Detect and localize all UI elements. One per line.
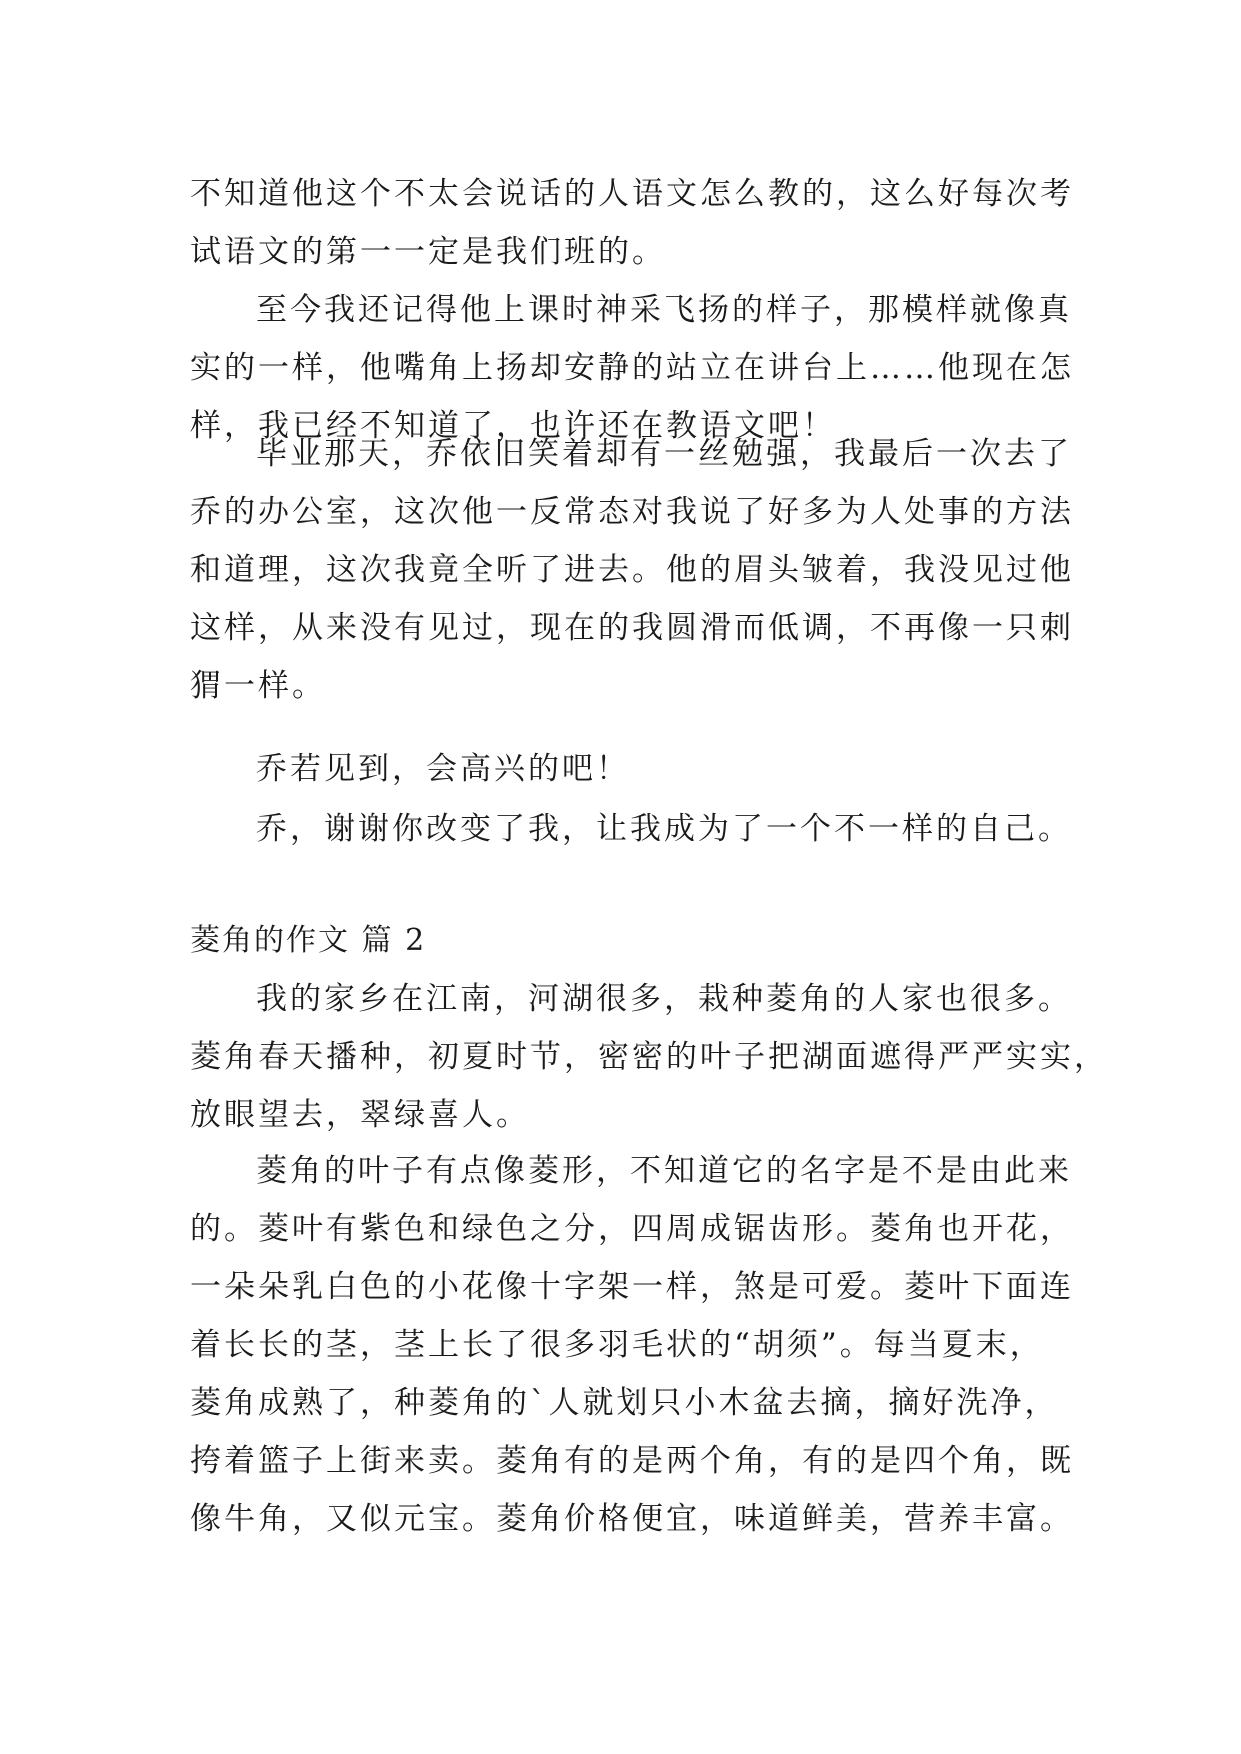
paragraph-3: [190, 425, 1074, 715]
text-line: 菱角的叶子有点像菱形，不知道它的名字是不是由此来: [256, 1153, 1072, 1189]
text-line: 放眼望去，翠绿喜人。: [190, 1097, 530, 1133]
text-line: 试语文的第一一定是我们班的。: [190, 234, 666, 270]
text-line: 的。菱叶有紫色和绿色之分，四周成锯齿形。菱角也开花，: [190, 1211, 1074, 1247]
text-line: 和道理，这次我竟全听了进去。他的眉头皱着，我没见过他: [190, 552, 1074, 588]
text-line: 像牛角，又似元宝。菱角价格便宜，味道鲜美，营养丰富。: [190, 1501, 1074, 1537]
text-line: 乔，谢谢你改变了我，让我成为了一个不一样的自己。: [256, 811, 1072, 847]
text-line: 菱角成熟了，种菱角的`人就划只小木盆去摘，摘好洗净，: [190, 1385, 1059, 1421]
text-line: 着长长的茎，茎上长了很多羽毛状的“胡须”。每当夏末，: [190, 1327, 1044, 1363]
text-line: 猬一样。: [190, 668, 326, 704]
text-line: 我的家乡在江南，河湖很多，栽种菱角的人家也很多。: [256, 981, 1072, 1017]
text-line: 实的一样，他嘴角上扬却安静的站立在讲台上……他现在怎: [190, 350, 1074, 386]
paragraph-1: [190, 165, 1074, 281]
paragraph-5: [190, 800, 1070, 858]
section-title: 菱角的作文 篇 2: [190, 923, 427, 958]
text-line: 乔的办公室，这次他一反常态对我说了好多为人处事的方法: [190, 494, 1074, 530]
text-line: 这样，从来没有见过，现在的我圆滑而低调，不再像一只刺: [190, 610, 1074, 646]
text-line: 至今我还记得他上课时神采飞扬的样子，那模样就像真: [256, 292, 1072, 328]
text-line: 一朵朵乳白色的小花像十字架一样，煞是可爱。菱叶下面连: [190, 1269, 1074, 1305]
paragraph-7: [190, 1142, 1074, 1548]
paragraph-4: [190, 740, 1070, 798]
text-line: 乔若见到，会高兴的吧！: [256, 751, 630, 787]
text-line: 挎着篮子上街来卖。菱角有的是两个角，有的是四个角，既: [190, 1443, 1074, 1479]
text-line: 毕业那天，乔依旧笑着却有一丝勉强，我最后一次去了: [256, 436, 1072, 472]
text-line: 不知道他这个不太会说话的人语文怎么教的，这么好每次考: [190, 176, 1074, 212]
text-line: 样，我已经不知道了，也许还在教语文吧！: [190, 408, 836, 444]
paragraph-6: [190, 970, 1108, 1144]
text-line: 菱角春天播种，初夏时节，密密的叶子把湖面遮得严严实实，: [190, 1039, 1108, 1075]
